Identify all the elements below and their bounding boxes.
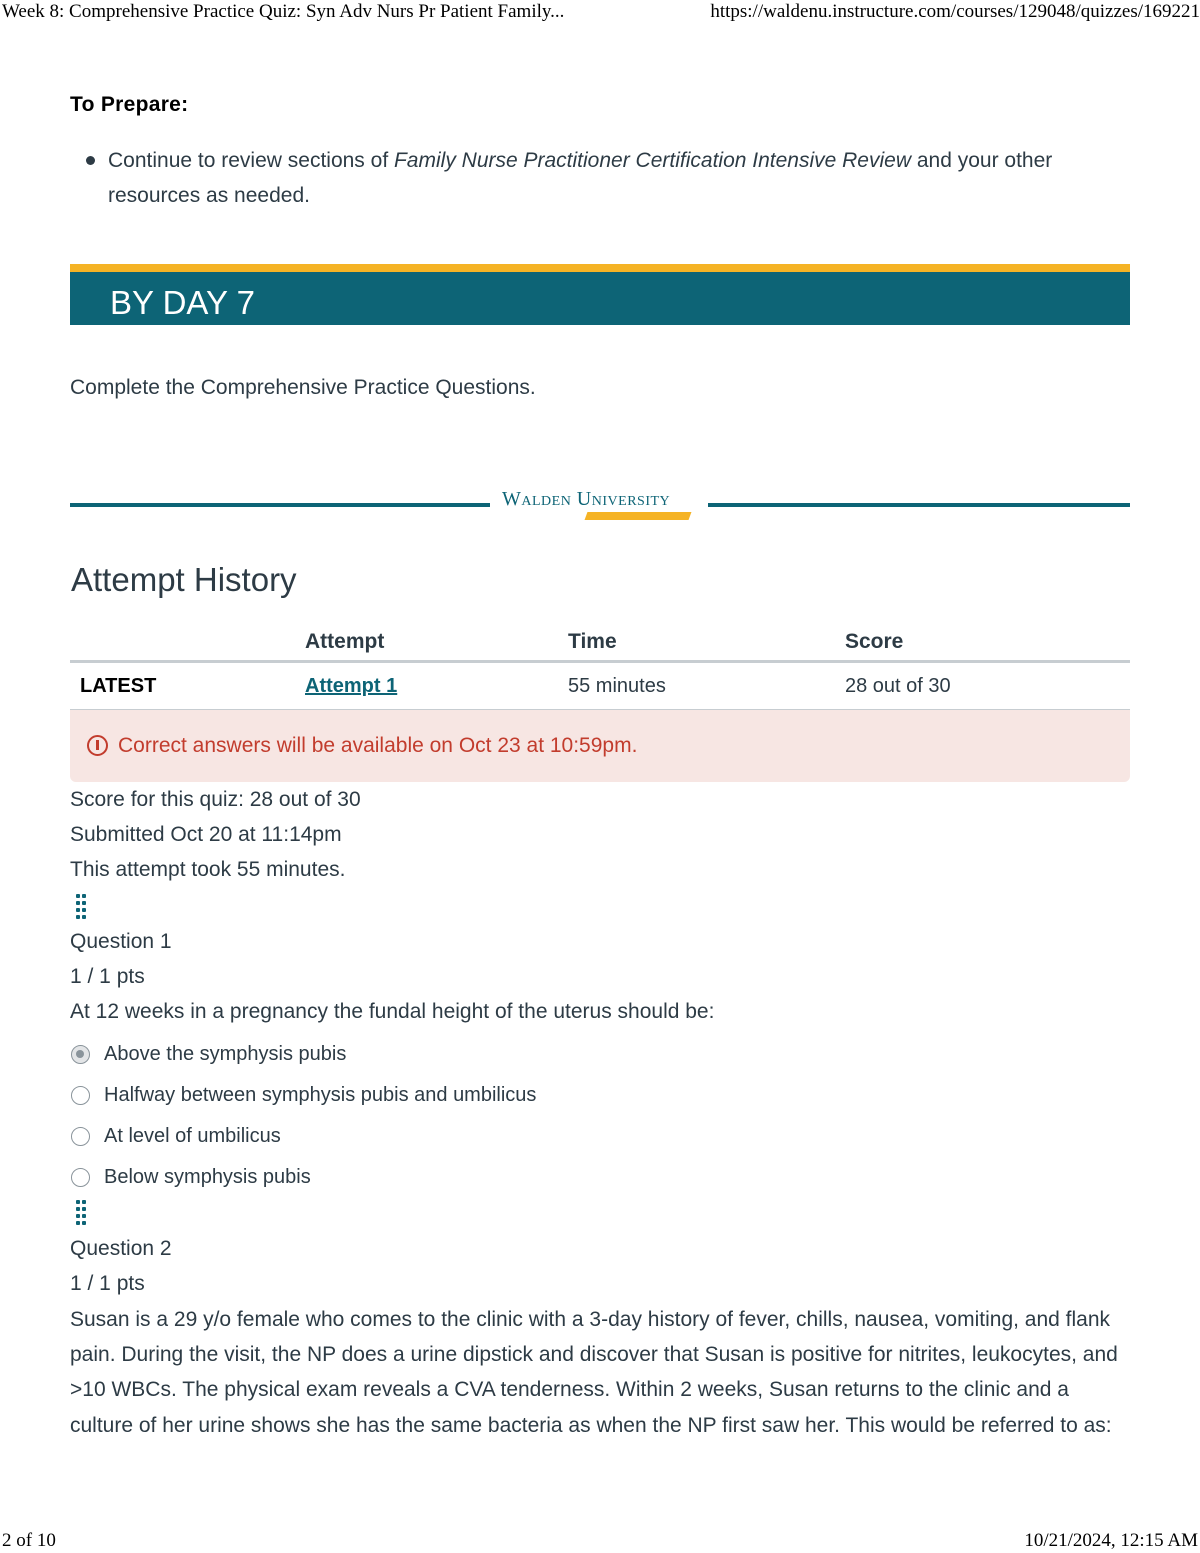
instructions-text: Complete the Comprehensive Practice Questions. <box>70 376 536 399</box>
divider-rule-left <box>70 503 490 507</box>
answer-option[interactable] <box>70 1043 1130 1084</box>
alert-circle-icon <box>87 735 108 756</box>
radio-selected-icon[interactable] <box>71 1045 90 1064</box>
latest-label: LATEST <box>80 674 157 697</box>
prepare-heading: To Prepare: <box>70 93 189 116</box>
divider-rule-right <box>708 503 1130 507</box>
question-1-answers <box>70 1043 1130 1207</box>
question-2-points: 1 / 1 pts <box>70 1272 145 1295</box>
attempt-score: 28 out of 30 <box>845 662 1130 710</box>
radio-icon[interactable] <box>71 1168 90 1187</box>
alert-text: Correct answers will be available on Oct 23 at 10:59pm. <box>118 734 638 757</box>
question-2-header <box>70 1231 1130 1301</box>
bullet-icon <box>86 156 95 165</box>
prepare-item-after: and your other resources as needed. <box>108 149 1053 207</box>
header-blank <box>70 623 305 662</box>
question-2-text: Susan is a 29 y/o female who comes to the clinic with a 3-day history of fever, chills, nausea, vomiting, and flank pain. During the visit, the NP does a urine dipstick and discover that Susan is positive for nitrites, leukocytes, and >10 WBCs. The physical exam reveals a CVA tenderness. Within 2 weeks, Susan returns to the clinic and a culture of her urine shows she has the same bacteria as when the NP first saw her. This would be referred to as: <box>70 1308 1118 1437</box>
question-1-header <box>70 924 1130 1029</box>
header-time: Time <box>568 623 845 662</box>
print-header-url: https://waldenu.instructure.com/courses/129048/quizzes/169221 <box>710 1 1200 22</box>
walden-logo <box>500 486 702 522</box>
attempt-time: 55 minutes <box>568 662 845 710</box>
answer-label: At level of umbilicus <box>104 1125 281 1147</box>
attempt-1-link[interactable]: Attempt 1 <box>305 674 398 697</box>
question-1-title: Question 1 <box>70 930 172 953</box>
answer-label: Halfway between symphysis pubis and umbilicus <box>104 1084 537 1106</box>
header-attempt: Attempt <box>305 623 568 662</box>
radio-icon[interactable] <box>71 1086 90 1105</box>
prepare-item-before: Continue to review sections of <box>108 149 394 172</box>
logo-divider <box>70 482 1130 522</box>
print-footer <box>0 1527 1200 1553</box>
correct-answers-alert <box>70 710 1130 782</box>
day-banner-title: BY DAY 7 <box>110 284 255 321</box>
drag-handle-icon[interactable] <box>76 1200 88 1226</box>
prepare-list <box>70 143 1130 213</box>
print-footer-page: 2 of 10 <box>2 1530 56 1551</box>
walden-logo-bar <box>585 512 692 520</box>
attempt-history-header-row <box>70 623 1130 662</box>
quiz-summary <box>70 782 361 887</box>
quiz-score: Score for this quiz: 28 out of 30 <box>70 788 361 811</box>
print-header <box>0 0 1200 28</box>
day-banner <box>70 264 1130 325</box>
answer-option[interactable] <box>70 1166 1130 1207</box>
answer-label: Above the symphysis pubis <box>104 1043 347 1065</box>
question-1-points: 1 / 1 pts <box>70 965 145 988</box>
table-row <box>70 662 1130 710</box>
attempt-history-table <box>70 623 1130 710</box>
drag-handle-icon[interactable] <box>76 894 88 920</box>
question-2-title: Question 2 <box>70 1237 172 1260</box>
radio-icon[interactable] <box>71 1127 90 1146</box>
prepare-list-item <box>70 143 1130 213</box>
question-1-text: At 12 weeks in a pregnancy the fundal height of the uterus should be: <box>70 1000 715 1023</box>
prepare-item-book-title: Family Nurse Practitioner Certification Intensive Review <box>393 149 911 172</box>
answer-option[interactable] <box>70 1084 1130 1125</box>
print-footer-timestamp: 10/21/2024, 12:15 AM <box>1024 1530 1198 1551</box>
quiz-duration: This attempt took 55 minutes. <box>70 858 346 881</box>
walden-logo-text: Walden University <box>502 488 671 510</box>
header-score: Score <box>845 623 1130 662</box>
answer-label: Below symphysis pubis <box>104 1166 311 1188</box>
attempt-history-title: Attempt History <box>71 561 297 598</box>
quiz-submitted: Submitted Oct 20 at 11:14pm <box>70 823 342 846</box>
print-header-title: Week 8: Comprehensive Practice Quiz: Syn Adv Nurs Pr Patient Family... <box>2 1 565 22</box>
answer-option[interactable] <box>70 1125 1130 1166</box>
